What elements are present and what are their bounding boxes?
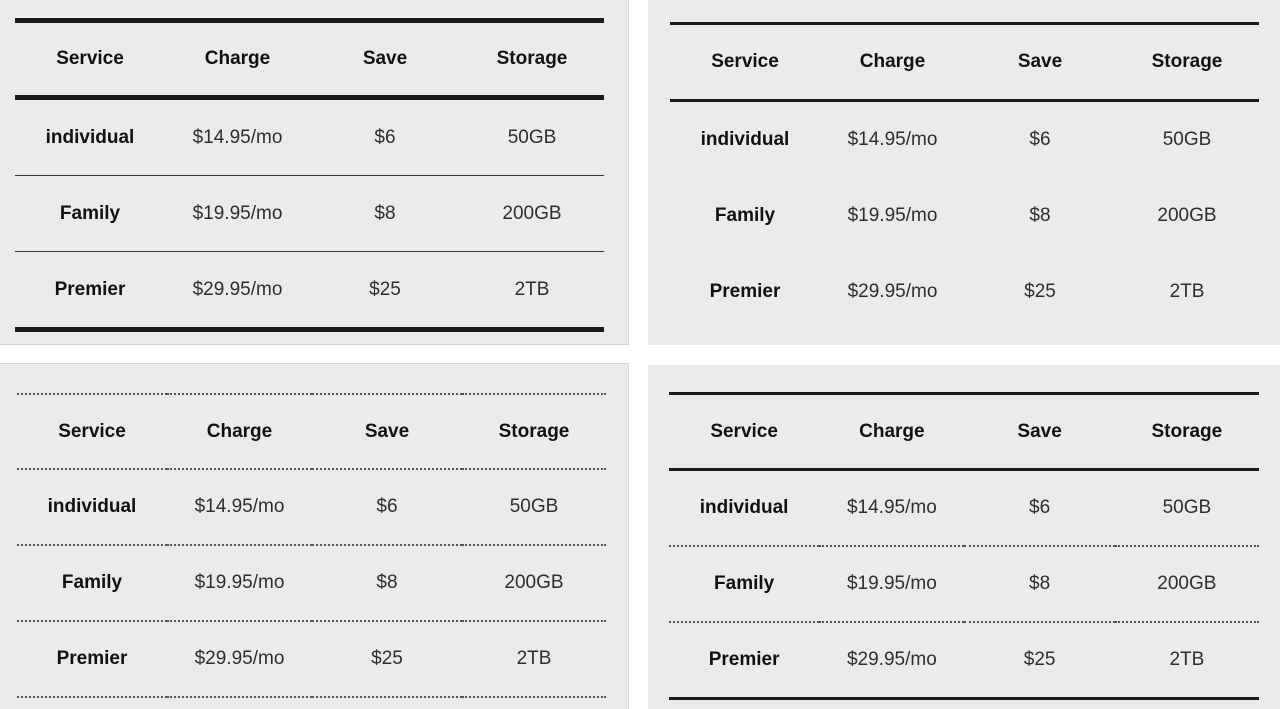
cell-storage: 50GB <box>509 496 559 517</box>
table-row <box>15 252 604 330</box>
cell-charge: $29.95/mo <box>847 281 938 302</box>
cell-storage: 2TB <box>1115 622 1259 699</box>
cell-service: Premier <box>709 281 781 302</box>
table-panel-thick-rules <box>0 0 629 345</box>
table-panel-dotted-rules <box>0 363 629 709</box>
pricing-table <box>670 22 1259 330</box>
pricing-table <box>17 393 606 698</box>
table-row <box>17 621 606 697</box>
cell-service: Family <box>17 545 167 621</box>
header-service: Service <box>15 21 165 98</box>
cell-storage: 50GB <box>1162 497 1212 518</box>
cell-save: $6 <box>1029 497 1051 518</box>
header-charge: Charge <box>819 394 964 470</box>
header-save: Save <box>312 394 462 469</box>
cell-charge: $29.95/mo <box>167 621 312 697</box>
table-header-row <box>17 394 606 469</box>
table-row <box>670 101 1259 179</box>
cell-service: individual <box>699 497 789 518</box>
table-row <box>670 254 1259 330</box>
header-storage: Storage <box>460 21 604 98</box>
header-charge: Charge <box>165 21 310 98</box>
header-charge: Charge <box>167 394 312 469</box>
table-panel-header-rules <box>648 0 1280 345</box>
cell-storage: 2TB <box>460 252 604 330</box>
cell-save: $25 <box>964 622 1114 699</box>
cell-service: Family <box>714 205 776 226</box>
cell-storage: 2TB <box>1169 281 1205 302</box>
cell-storage: 50GB <box>1162 129 1212 150</box>
cell-service: Premier <box>15 252 165 330</box>
header-service: Service <box>17 394 167 469</box>
cell-service: individual <box>700 129 790 150</box>
cell-save: $6 <box>1029 129 1051 150</box>
cell-save: $8 <box>312 545 462 621</box>
cell-service: Family <box>15 176 165 252</box>
table-panel-mixed-rules <box>648 365 1280 709</box>
cell-service: individual <box>45 126 135 148</box>
table-row <box>15 98 604 176</box>
cell-save: $25 <box>310 252 460 330</box>
header-save: Save <box>964 394 1114 470</box>
header-service: Service <box>669 394 819 470</box>
cell-charge: $19.95/mo <box>165 176 310 252</box>
cell-save: $25 <box>1024 281 1056 302</box>
table-row <box>17 469 606 545</box>
cell-charge: $14.95/mo <box>192 126 283 148</box>
pricing-table <box>15 18 604 332</box>
table-row <box>669 622 1259 699</box>
cell-storage: 200GB <box>462 545 606 621</box>
cell-storage: 200GB <box>1157 205 1217 226</box>
cell-charge: $19.95/mo <box>847 205 938 226</box>
table-header-row <box>669 394 1259 470</box>
header-service: Service <box>670 24 820 101</box>
cell-service: Premier <box>669 622 819 699</box>
table-header-row <box>15 21 604 98</box>
cell-save: $8 <box>310 176 460 252</box>
table-row <box>669 470 1259 547</box>
pricing-table <box>669 392 1259 700</box>
cell-save: $6 <box>376 496 398 517</box>
header-storage: Storage <box>462 394 606 469</box>
cell-charge: $14.95/mo <box>194 496 285 517</box>
cell-storage: 200GB <box>460 176 604 252</box>
cell-service: Family <box>669 546 819 622</box>
cell-storage: 200GB <box>1115 546 1259 622</box>
header-storage: Storage <box>1115 24 1259 101</box>
cell-service: Premier <box>17 621 167 697</box>
cell-charge: $29.95/mo <box>819 622 964 699</box>
cell-save: $8 <box>964 546 1114 622</box>
cell-save: $8 <box>1029 205 1051 226</box>
cell-charge: $19.95/mo <box>819 546 964 622</box>
table-row <box>15 176 604 252</box>
cell-storage: 2TB <box>462 621 606 697</box>
table-row <box>17 545 606 621</box>
header-charge: Charge <box>820 24 965 101</box>
header-save: Save <box>965 24 1115 101</box>
table-row <box>670 178 1259 254</box>
cell-storage: 50GB <box>507 126 557 148</box>
table-header-row <box>670 24 1259 101</box>
cell-charge: $14.95/mo <box>846 497 937 518</box>
cell-save: $6 <box>374 126 396 148</box>
cell-charge: $14.95/mo <box>847 129 938 150</box>
header-storage: Storage <box>1115 394 1259 470</box>
cell-save: $25 <box>312 621 462 697</box>
cell-service: individual <box>47 496 137 517</box>
header-save: Save <box>310 21 460 98</box>
cell-charge: $19.95/mo <box>167 545 312 621</box>
cell-charge: $29.95/mo <box>165 252 310 330</box>
table-row <box>669 546 1259 622</box>
